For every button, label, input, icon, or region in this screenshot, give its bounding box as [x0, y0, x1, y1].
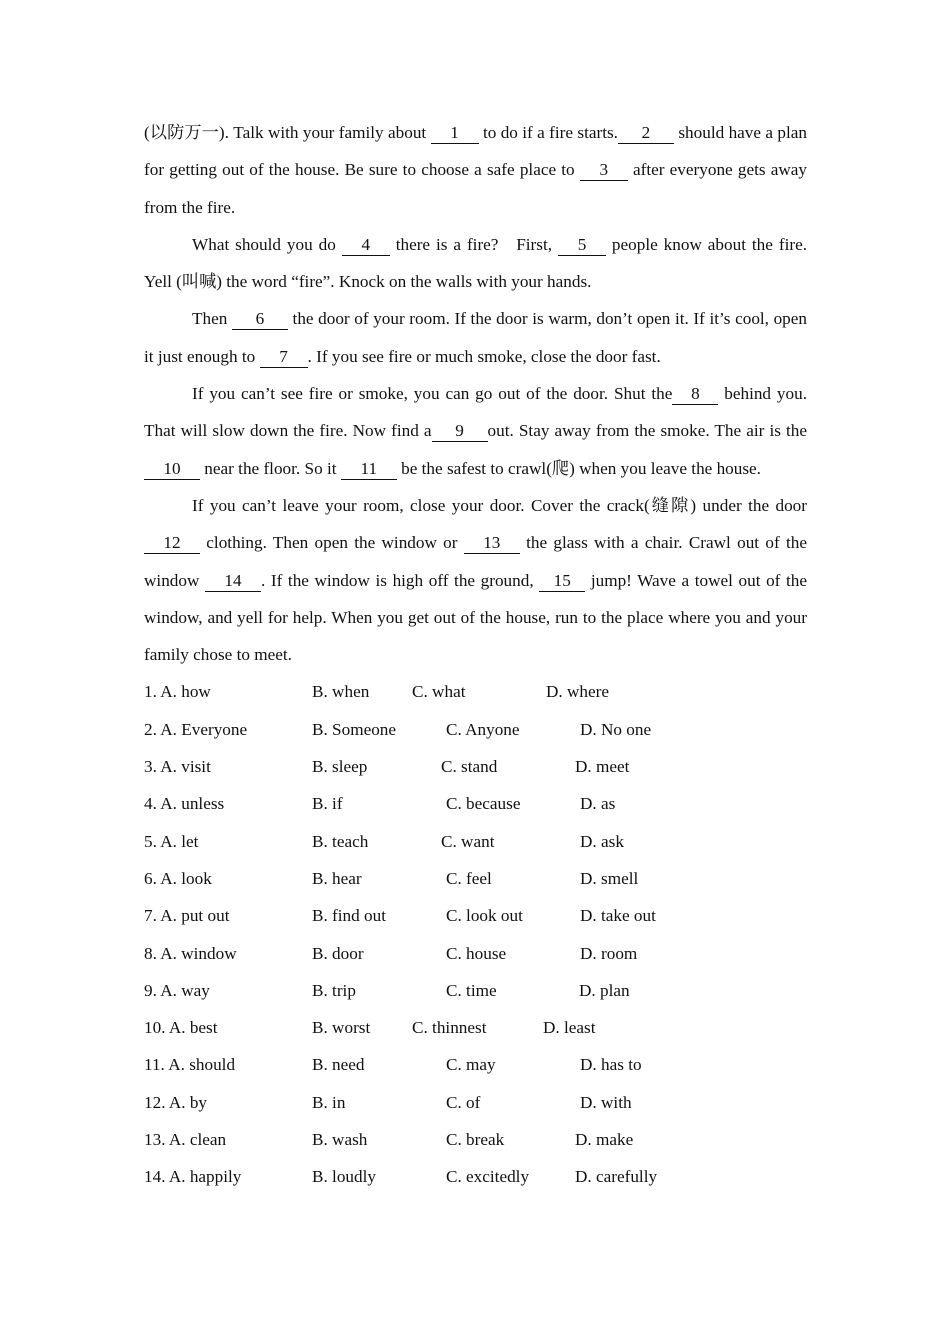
- blank-8: 8: [672, 384, 718, 405]
- option-a: 9. A. way: [144, 980, 210, 1000]
- option-c: C. break: [446, 1130, 505, 1150]
- option-c: C. may: [446, 1055, 496, 1075]
- option-a: 7. A. put out: [144, 906, 230, 926]
- blank-4: 4: [342, 235, 390, 256]
- option-d: D. where: [546, 682, 609, 702]
- blank-7: 7: [260, 347, 308, 368]
- text: behind you. That will slow down the fire. Now find a: [144, 384, 807, 441]
- option-d: D. room: [580, 943, 638, 963]
- option-b: B. need: [312, 1055, 365, 1075]
- option-b: B. Someone: [312, 719, 397, 739]
- option-c: C. thinnest: [412, 1018, 487, 1038]
- option-row-6: [144, 860, 807, 897]
- option-d: D. take out: [580, 906, 656, 926]
- option-a: 10. A. best: [144, 1018, 218, 1038]
- text: there is a fire? First,: [389, 234, 558, 254]
- text: the glass with a chair. Crawl out of the window: [144, 533, 807, 590]
- option-b: B. trip: [312, 980, 356, 1000]
- blank-2: 2: [618, 123, 674, 144]
- option-c: C. house: [446, 943, 507, 963]
- option-b: B. teach: [312, 831, 369, 851]
- text: should have a plan for getting out of the house. Be sure to choose a safe place to: [144, 123, 807, 180]
- text: . If the window is high off the ground,: [260, 570, 540, 590]
- option-a: 5. A. let: [144, 831, 199, 851]
- text: If you can’t leave your room, close your door. Cover the crack(缝隙) under the door: [192, 495, 807, 515]
- option-a: 4. A. unless: [144, 794, 225, 814]
- option-a: 6. A. look: [144, 868, 212, 888]
- option-d: D. meet: [575, 757, 630, 777]
- passage-paragraph-4: [144, 375, 807, 487]
- text: If you can’t see fire or smoke, you can go out of the door. Shut the: [192, 384, 673, 404]
- option-c: C. stand: [441, 757, 498, 777]
- text: Then: [192, 309, 232, 329]
- option-a: 8. A. window: [144, 943, 237, 963]
- blank-12: 12: [144, 533, 200, 554]
- option-b: B. find out: [312, 906, 387, 926]
- text: out. Stay away from the smoke. The air is the: [487, 421, 807, 441]
- blank-11: 11: [341, 459, 397, 480]
- blank-3: 3: [580, 160, 628, 181]
- text: (以防万一). Talk with your family about: [144, 123, 431, 142]
- option-a: 3. A. visit: [144, 757, 211, 777]
- blank-13: 13: [464, 533, 520, 554]
- blank-9: 9: [432, 421, 488, 442]
- text: to do if a fire starts.: [478, 123, 618, 142]
- option-a: 13. A. clean: [144, 1130, 227, 1150]
- option-d: D. as: [580, 794, 616, 814]
- option-b: B. worst: [312, 1018, 371, 1038]
- text: What should you do: [192, 234, 342, 254]
- blank-15: 15: [539, 571, 585, 592]
- option-row-4: [144, 785, 807, 822]
- option-b: B. hear: [312, 868, 362, 888]
- text: jump! Wave a towel out of the window, and yell for help. When you get out of the house, run to the place where you and your family chose to meet.: [144, 570, 807, 665]
- option-d: D. carefully: [575, 1167, 658, 1187]
- text: . If you see fire or much smoke, close the door fast.: [307, 346, 661, 366]
- option-row-9: [144, 972, 807, 1009]
- option-d: D. plan: [579, 980, 630, 1000]
- blank-6: 6: [232, 309, 288, 330]
- option-row-13: [144, 1121, 807, 1158]
- option-d: D. smell: [580, 868, 639, 888]
- option-row-14: [144, 1158, 807, 1195]
- option-d: D. least: [543, 1018, 596, 1038]
- option-c: C. time: [446, 980, 497, 1000]
- option-c: C. feel: [446, 868, 492, 888]
- passage-paragraph-3: [144, 300, 807, 375]
- option-row-7: [144, 897, 807, 934]
- option-a: 11. A. should: [144, 1055, 236, 1075]
- option-c: C. Anyone: [446, 719, 520, 739]
- option-row-10: [144, 1009, 807, 1046]
- option-a: 12. A. by: [144, 1092, 208, 1112]
- passage-paragraph-1: [144, 114, 807, 226]
- option-row-8: [144, 935, 807, 972]
- text: the door of your room. If the door is warm, don’t open it. If it’s cool, open it just enough to: [144, 309, 807, 366]
- option-c: C. excitedly: [446, 1167, 530, 1187]
- document-page: [144, 114, 807, 1196]
- option-row-11: [144, 1046, 807, 1083]
- blank-5: 5: [558, 235, 606, 256]
- passage-paragraph-5: [144, 487, 807, 673]
- option-d: D. No one: [580, 719, 652, 739]
- text: near the floor. So it: [200, 458, 341, 478]
- text: after everyone gets away from the fire.: [144, 160, 807, 217]
- option-a: 2. A. Everyone: [144, 719, 248, 739]
- option-c: C. want: [441, 831, 495, 851]
- option-c: C. what: [412, 682, 466, 702]
- option-d: D. with: [580, 1092, 632, 1112]
- option-b: B. door: [312, 943, 364, 963]
- blank-10: 10: [144, 459, 200, 480]
- text: clothing. Then open the window or: [200, 533, 464, 553]
- option-b: B. if: [312, 794, 343, 814]
- option-a: 1. A. how: [144, 682, 211, 702]
- text: people know about the fire. Yell (叫喊) the word “fire”. Knock on the walls with your hands.: [144, 234, 807, 292]
- option-d: D. has to: [580, 1055, 642, 1075]
- blank-14: 14: [205, 571, 261, 592]
- answer-options: [144, 673, 807, 1195]
- option-c: C. of: [446, 1092, 481, 1112]
- option-b: B. in: [312, 1092, 346, 1112]
- option-row-12: [144, 1084, 807, 1121]
- option-a: 14. A. happily: [144, 1167, 242, 1187]
- option-row-2: [144, 711, 807, 748]
- option-row-5: [144, 823, 807, 860]
- option-d: D. ask: [580, 831, 624, 851]
- option-b: B. when: [312, 682, 370, 702]
- blank-1: 1: [431, 123, 479, 144]
- option-b: B. loudly: [312, 1167, 376, 1187]
- option-b: B. sleep: [312, 757, 368, 777]
- option-c: C. because: [446, 794, 521, 814]
- option-row-3: [144, 748, 807, 785]
- passage-paragraph-2: [144, 226, 807, 301]
- option-b: B. wash: [312, 1130, 368, 1150]
- option-c: C. look out: [446, 906, 523, 926]
- option-row-1: [144, 673, 807, 710]
- text: be the safest to crawl(爬) when you leave the house.: [396, 458, 761, 478]
- option-d: D. make: [575, 1130, 634, 1150]
